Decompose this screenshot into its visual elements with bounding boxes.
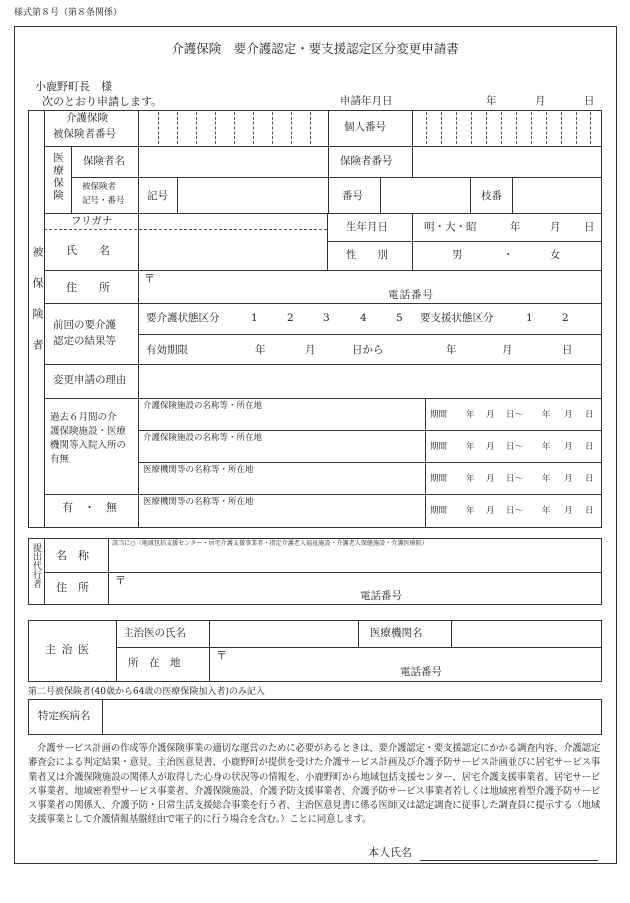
change-reason-label: 変更申請の理由	[53, 374, 127, 386]
period-label: 期間	[430, 506, 448, 516]
symbol-label: 記号	[147, 190, 168, 202]
period-month-end: 月	[564, 410, 573, 420]
application-month: 月	[535, 95, 546, 107]
period-day: 日〜	[506, 474, 524, 484]
period-day-end: 日	[585, 506, 594, 516]
period-label: 期間	[430, 474, 448, 484]
facility-question-1: 過去６月間の介	[50, 412, 117, 423]
period-year: 年	[466, 474, 475, 484]
period-day: 日〜	[506, 506, 524, 516]
doctor-address-label: 所 在 地	[128, 657, 181, 669]
care-level-label: 要介護状態区分	[146, 312, 220, 324]
period-year-end: 年	[542, 442, 551, 452]
validity-from: 日から	[352, 344, 384, 356]
birth-date-label: 生年月日	[346, 221, 388, 233]
addressee: 小鹿野町長 様	[35, 80, 112, 93]
insured-number-label-2: 被保険者番号	[53, 128, 116, 140]
agent-name-label: 名 称	[56, 549, 89, 562]
insured-number-label-1: 介護保険	[66, 112, 108, 124]
symbol-number-label-1: 被保険者	[82, 182, 117, 192]
period-month: 月	[486, 506, 495, 516]
form-number: 様式第８号（第８条関係）	[14, 8, 123, 18]
specific-disease-label: 特定疾病名	[38, 710, 91, 722]
name-label: 氏 名	[66, 244, 110, 257]
phone-label: 電話番号	[388, 289, 434, 301]
care-level-2[interactable]: 2	[287, 312, 294, 324]
application-day: 日	[584, 95, 595, 107]
care-level-4[interactable]: 4	[360, 312, 367, 324]
period-year-end: 年	[542, 474, 551, 484]
facility-question-4: 有無	[50, 454, 70, 465]
doctor-phone-label: 電話番号	[400, 666, 442, 678]
doctor-table	[28, 620, 602, 682]
birth-month: 月	[550, 221, 561, 233]
second-insured-note: 第二号被保険者(40歳から64歳の医療保険加入者)のみ記入	[28, 687, 265, 697]
period-year: 年	[466, 506, 475, 516]
insurer-number-label: 保険者番号	[340, 155, 393, 167]
period-label: 期間	[430, 410, 448, 420]
era-options: 明・大・昭	[424, 221, 477, 233]
insured-section-label: 被保険者	[31, 246, 44, 370]
care-level-3[interactable]: 3	[323, 312, 330, 324]
agent-phone-label: 電話番号	[360, 590, 402, 602]
agent-type-note[interactable]: 該当に○（地域包括支援センター・居宅介護支援事業者・指定介護老人福祉施設・介護老人保健施設・介護医療院）	[112, 540, 428, 547]
facility-question-2: 護保険施設・医療	[50, 426, 127, 437]
signature-label: 本人氏名	[368, 846, 412, 859]
period-day: 日〜	[506, 410, 524, 420]
agent-address-label: 住 所	[56, 581, 89, 594]
disease-table	[28, 699, 602, 735]
period-month: 月	[486, 442, 495, 452]
form-title: 介護保険 要介護認定・要支援認定区分変更申請書	[171, 41, 459, 56]
care-level-5[interactable]: 5	[396, 312, 403, 324]
facility-row-1-label: 介護保険施設の名称等・所在地	[143, 401, 263, 411]
facility-period-row	[430, 507, 600, 519]
personal-number-label: 個人番号	[344, 121, 386, 133]
facility-yes-no[interactable]: 有 ・ 無	[62, 501, 117, 514]
symbol-number-label-2: 記号・番号	[82, 196, 125, 206]
address-label: 住 所	[66, 281, 110, 294]
validity-day-end: 日	[562, 344, 573, 356]
support-level-label: 要支援状態区分	[420, 312, 494, 324]
intro-text: 次のとおり申請します。	[42, 95, 163, 108]
period-month: 月	[486, 474, 495, 484]
facility-question-3: 機関等入院入所の	[50, 440, 127, 451]
period-month-end: 月	[564, 506, 573, 516]
sex-separator: ・	[503, 249, 514, 261]
facility-row-3-label: 医療機関等の名称等・所在地	[143, 465, 254, 475]
doctor-name-label: 主治医の氏名	[123, 627, 186, 639]
facility-period-row	[430, 411, 600, 423]
period-day-end: 日	[585, 410, 594, 420]
period-label: 期間	[430, 442, 448, 452]
validity-month: 月	[305, 344, 316, 356]
agent-section-label: 提出代行者	[31, 543, 41, 588]
validity-month-end: 月	[502, 344, 513, 356]
period-year-end: 年	[542, 410, 551, 420]
application-date-label: 申請年月日	[340, 95, 393, 107]
facility-row-2-label: 介護保険施設の名称等・所在地	[143, 433, 263, 443]
birth-year: 年	[510, 221, 521, 233]
facility-period-row	[430, 475, 600, 487]
period-day: 日〜	[506, 442, 524, 452]
period-year: 年	[466, 442, 475, 452]
consent-text: 介護サービス計画の作成等介護保険事業の適切な運営のために必要があるときは、要介護認定・要支援認定にかかる調査内容、介護認定審査会による判定結果・意見、主治医意見書、小鹿野町が提供を受けた介護サービス計画及び介護予防サービス計画並びに居宅サービス事業者又は介護保険施設の関係人が取得した心身の状況等の情報を、小鹿野町から地域包括支援センター、居宅介護支援事業者、居宅サービス事業者、地域密着型サービス事業者、介護保険施設、介護予防支援事業者、介護予防サービス事業者若しくは地域密着型介護予防サービス事業者の関係人、介護予防・日常生活支援総合事業を行う者、主治医意見書に係る医師又は認定調査に従事した調査員に提示する（地域支援事業として介護情報基盤経由で電子的に行う場合を含む。）ことに同意します。	[28, 743, 600, 826]
sex-label: 性 別	[346, 249, 388, 261]
period-year-end: 年	[542, 506, 551, 516]
insurer-name-label: 保険者名	[83, 155, 125, 167]
facility-period-row	[430, 443, 600, 455]
signature-line[interactable]	[420, 860, 598, 861]
sex-female[interactable]: 女	[550, 249, 561, 261]
validity-year-end: 年	[446, 344, 457, 356]
facility-row-4-label: 医療機関等の名称等・所在地	[143, 497, 254, 507]
agent-postal-mark: 〒	[115, 574, 126, 587]
support-level-2[interactable]: 2	[562, 312, 569, 324]
care-level-1[interactable]: 1	[251, 312, 258, 324]
period-month-end: 月	[564, 442, 573, 452]
number-label: 番号	[342, 190, 363, 202]
birth-day: 日	[584, 221, 595, 233]
branch-number-label: 枝番	[481, 190, 502, 202]
postal-mark: 〒	[144, 272, 155, 285]
medical-insurance-label: 医療保険	[52, 152, 64, 202]
period-month-end: 月	[564, 474, 573, 484]
application-year: 年	[486, 95, 497, 107]
validity-year: 年	[255, 344, 266, 356]
sex-male[interactable]: 男	[452, 249, 463, 261]
support-level-1[interactable]: 1	[526, 312, 533, 324]
doctor-section-label: 主 治 医	[45, 643, 90, 656]
validity-label: 有効期限	[146, 344, 188, 356]
period-day-end: 日	[585, 474, 594, 484]
medical-institution-label: 医療機関名	[370, 627, 423, 639]
doctor-postal-mark: 〒	[216, 649, 227, 662]
period-year: 年	[466, 410, 475, 420]
previous-result-label-2: 認定の結果等	[53, 335, 116, 347]
previous-result-label-1: 前回の要介護	[53, 319, 116, 331]
period-month: 月	[486, 410, 495, 420]
period-day-end: 日	[585, 442, 594, 452]
furigana-label: フリガナ	[71, 215, 113, 227]
